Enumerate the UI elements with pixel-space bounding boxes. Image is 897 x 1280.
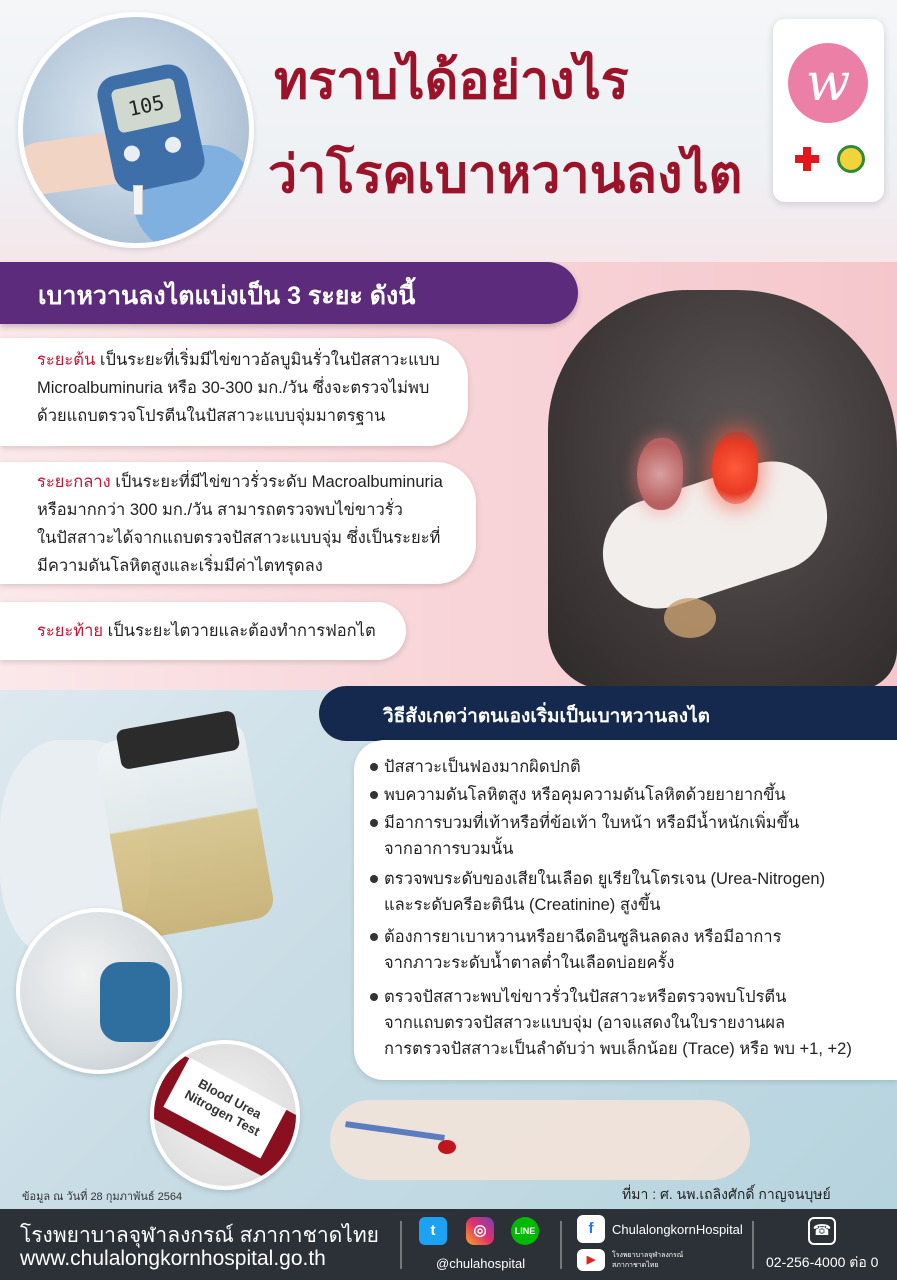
stage-line: มีความดันโลหิตสูงและเริ่มมีค่าไตทรุดลง — [37, 557, 323, 575]
hand-shape — [330, 1100, 750, 1180]
list-item-text: และระดับครีอะตินีน (Creatinine) สูงขึ้น — [384, 896, 661, 914]
stage-text: เป็นระยะไตวายและต้องทำการฟอกไต — [107, 622, 376, 640]
footer-divider — [560, 1221, 562, 1269]
stage-label: ระยะต้น — [37, 351, 96, 369]
kidney-icon — [712, 432, 758, 504]
meter-button — [163, 135, 182, 154]
list-item-text: พบความดันโลหิตสูง หรือคุมความดันโลหิตด้วยยายากขึ้น — [384, 786, 786, 804]
page-title-line1: ทราบได้อย่างไร — [274, 52, 629, 110]
stages-banner — [0, 262, 578, 324]
stage-line — [37, 468, 460, 496]
instagram-icon[interactable]: ◎ — [466, 1217, 494, 1245]
signs-banner-text: วิธีสังเกตว่าตนเองเริ่มเป็นเบาหวานลงไต — [383, 706, 710, 727]
stage-label: ระยะกลาง — [37, 473, 111, 491]
youtube-icon[interactable]: ▶ — [577, 1249, 605, 1271]
list-item-text: ตรวจพบระดับของเสียในเลือด ยูเรียในโตรเจน (Urea-Nitrogen) — [384, 870, 826, 888]
phone-icon[interactable]: ☎ — [808, 1217, 836, 1245]
social-handle[interactable]: @chulahospital — [436, 1256, 526, 1271]
bullet-icon — [370, 791, 378, 799]
blood-tube-label: Blood Urea Nitrogen Test — [163, 1057, 286, 1158]
signs-card — [354, 740, 897, 1080]
page-title-line2: ว่าโรคเบาหวานลงไต — [268, 146, 743, 204]
facebook-link[interactable]: ChulalongkornHospital — [612, 1222, 743, 1237]
bullet-icon — [370, 819, 378, 827]
date-note: ข้อมูล ณ วันที่ 28 กุมภาพันธ์ 2564 — [22, 1191, 183, 1203]
stage-line: หรือมากกว่า 300 มก./วัน สามารถตรวจพบไข่ขาวรั่ว — [37, 501, 403, 519]
list-item-text: การตรวจปัสสาวะเป็นลำดับว่า พบเล็กน้อย (Trace) หรือ พบ +1, +2) — [384, 1040, 852, 1058]
youtube-link[interactable]: โรงพยาบาลจุฬาลงกรณ์ สภากาชาดไทย — [612, 1252, 684, 1269]
kidney-icon — [637, 438, 683, 510]
bullet-icon — [370, 993, 378, 1001]
list-item — [370, 866, 825, 918]
phone-number[interactable]: 02-256-4000 ต่อ 0 — [766, 1254, 879, 1270]
stage-label: ระยะท้าย — [37, 622, 104, 640]
list-item — [370, 984, 852, 1062]
stage-line: ด้วยแถบตรวจโปรตีนในปัสสาวะแบบจุ่มมาตรฐาน — [37, 407, 386, 425]
stage-card-early — [0, 338, 468, 446]
list-item — [370, 782, 786, 808]
bullet-icon — [370, 933, 378, 941]
stage-card-middle — [0, 462, 476, 584]
list-item-text: จากอาการบวมนั้น — [384, 840, 514, 858]
list-item — [370, 810, 799, 862]
list-item-text: จากภาวะระดับน้ำตาลต่ำในเลือดบ่อยครั้ง — [384, 954, 675, 972]
blood-test-photo — [150, 1040, 300, 1190]
blood-pressure-photo — [16, 908, 182, 1074]
list-item — [370, 754, 581, 780]
logo-icon: w — [788, 43, 868, 123]
bullet-icon — [370, 763, 378, 771]
twitter-icon[interactable]: t — [419, 1217, 447, 1245]
list-item-text: ต้องการยาเบาหวานหรือยาฉีดอินซูลินลดลง หรือมีอาการ — [384, 928, 782, 946]
blood-drop-icon — [438, 1140, 456, 1154]
footer-divider — [752, 1221, 754, 1269]
source-note: ที่มา : ศ. นพ.เถลิงศักดิ์ กาญจนบุษย์ — [622, 1186, 831, 1202]
stage-text: เป็นระยะที่เริ่มมีไข่ขาวอัลบูมินรั่วในปัสสาวะแบบ — [99, 351, 440, 369]
list-item-text: มีอาการบวมที่เท้าหรือที่ข้อเท้า ใบหน้า หรือมีน้ำหนักเพิ่มขึ้น — [384, 814, 800, 832]
red-cross-icon — [795, 147, 819, 171]
stage-line — [37, 346, 452, 374]
bladder-icon — [664, 598, 716, 638]
stages-banner-text: เบาหวานลงไตแบ่งเป็น 3 ระยะ ดังนี้ — [38, 282, 416, 310]
list-item-text: ตรวจปัสสาวะพบไข่ขาวรั่วในปัสสาวะหรือตรวจพบโปรตีน — [384, 988, 787, 1006]
stage-line: ในปัสสาวะได้จากแถบตรวจปัสสาวะแบบจุ่ม ซึ่งเป็นระยะที่ — [37, 529, 441, 547]
stage-text: เป็นระยะที่มีไข่ขาวรั่วระดับ Macroalbuminuria — [115, 473, 443, 491]
list-item-text: จากแถบตรวจปัสสาวะแบบจุ่ม (อาจแสดงในใบรายงานผล — [384, 1014, 786, 1032]
stage-line: Microalbuminuria หรือ 30-300 มก./วัน ซึ่งจะตรวจไม่พบ — [37, 379, 430, 397]
website-link[interactable]: www.chulalongkornhospital.go.th — [20, 1247, 326, 1270]
line-icon[interactable]: LINE — [511, 1217, 539, 1245]
list-item — [370, 924, 782, 976]
meter-button — [122, 144, 141, 163]
footer — [0, 1209, 897, 1280]
facebook-icon[interactable]: f — [577, 1215, 605, 1243]
bp-cuff-shape — [100, 962, 170, 1042]
seal-icon — [837, 145, 865, 173]
header-section — [0, 0, 897, 270]
test-strip — [133, 185, 143, 215]
hospital-logo-card — [773, 19, 884, 202]
hospital-name: โรงพยาบาลจุฬาลงกรณ์ สภากาชาดไทย — [20, 1224, 379, 1247]
glucose-test-photo — [18, 12, 254, 248]
list-item-text: ปัสสาวะเป็นฟองมากผิดปกติ — [384, 758, 581, 776]
footer-divider — [400, 1221, 402, 1269]
meter-reading: 105 — [110, 77, 182, 133]
stage-card-late — [0, 602, 406, 660]
bullet-icon — [370, 875, 378, 883]
signs-banner — [319, 686, 897, 741]
stage-line — [37, 617, 390, 645]
